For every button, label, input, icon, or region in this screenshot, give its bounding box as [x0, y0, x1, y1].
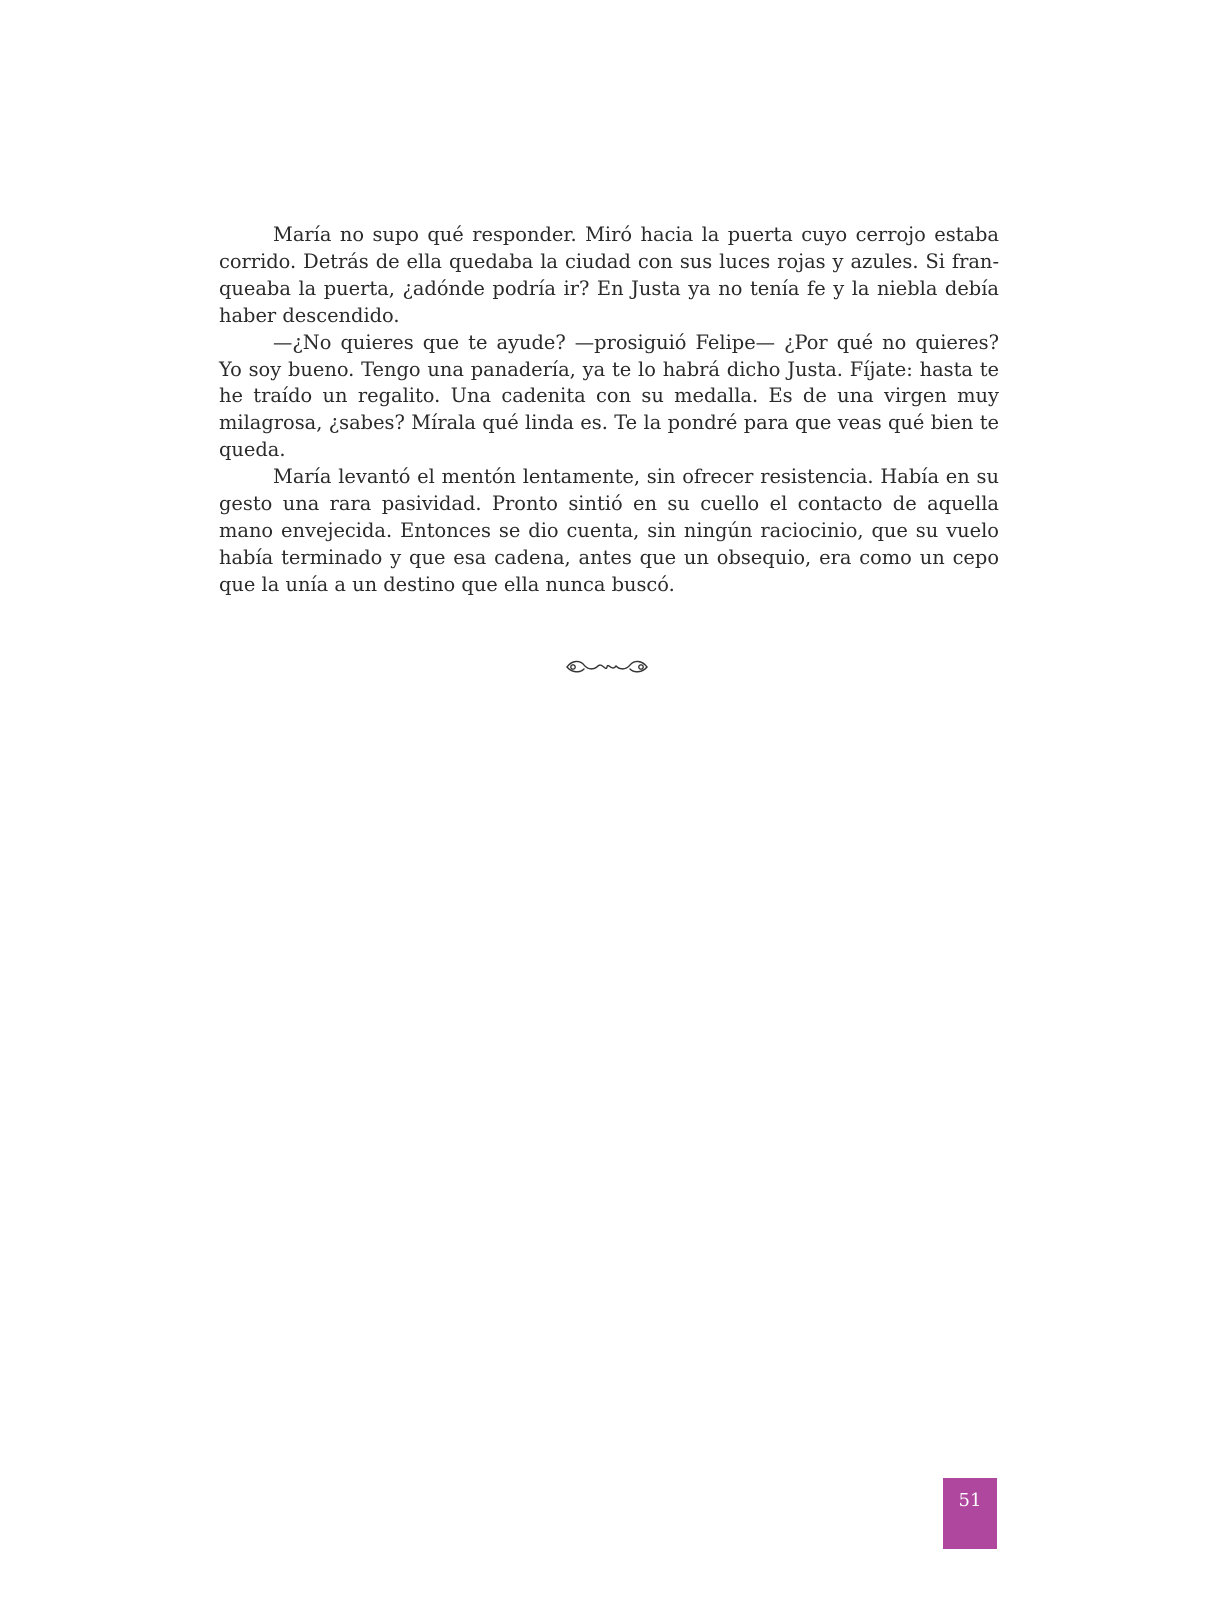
flourish-divider-icon [564, 656, 650, 678]
paragraph-3: María levantó el mentón lentamente, sin ofrecer resistencia. Había en su gesto una rara pasividad. Pronto sintió en su cuello el contacto de aquella mano envejecida. Entonces se dio cuenta, sin ningún raciocinio, que su vuelo había terminado y que esa cadena, antes que un obsequio, era como un cepo que la unía a un destino que ella nunca buscó. [219, 465, 999, 596]
page-number-badge [943, 1478, 997, 1549]
page-number: 51 [958, 1490, 982, 1511]
paragraph-2: —¿No quieres que te ayude? —prosiguió Felipe— ¿Por qué no quieres? Yo soy bueno. Tengo una panadería, ya te lo habrá dicho Justa. Fíjate: hasta te he traído un regalito. Una cadenita con su medalla. Es de una virgen muy milagrosa, ¿sabes? Mírala qué linda es. Te la pondré para que veas qué bien te queda. [219, 330, 999, 462]
body-text [219, 222, 999, 599]
paragraph-1: María no supo qué responder. Miró hacia la puerta cuyo cerrojo estaba corrido. Detrás de ella quedaba la ciudad con sus luces rojas y azules. Si franqueaba la puerta, ¿adónde podría ir? En Justa ya no tenía fe y la niebla debía haber descendido. [219, 223, 999, 327]
